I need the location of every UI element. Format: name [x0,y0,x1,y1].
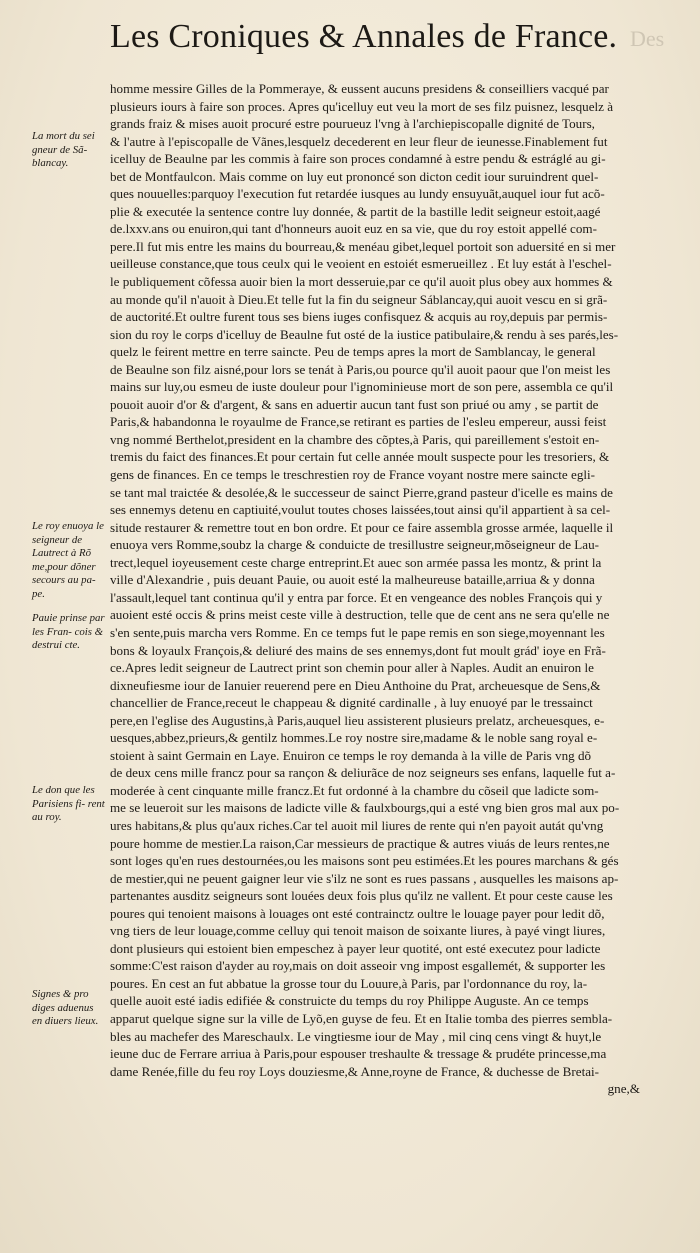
text-line: de.lxxv.ans ou enuiron,qui tant d'honneurs auoit euz en sa vie, que du roy estoit appellé com- [110,221,597,237]
text-line: gne,& [607,1081,640,1097]
text-line: ce.Apres ledit seigneur de Lautrect print son chemin pour aller à Naples. Audit an enuiron le [110,660,594,676]
text-line: s'en sente,puis marcha vers Romme. En ce temps fut le pape remis en son siege,moyennant les [110,624,605,640]
text-line: & l'autre à l'episcopalle de Vãnes,lesquelz decederent en leur fleur de ieunesse.Finablement fut [110,133,608,149]
text-line: au monde qu'il n'auoit à Dieu.Et telle fut la fin du seigneur Sáblancay,qui auoit vescu en si grã- [110,291,608,307]
text-line: poures. En cest an fut abbatue la grosse tour du Louure,à Paris, par l'ordonnance du roy, la- [110,975,588,991]
text-line: mains sur luy,ou esmeu de iuste douleur pour l'ignominieuse mort de son pere, assembla ce qu'il [110,379,614,395]
text-line: partenantes ausditz seigneurs sont louées deux fois plus qu'ilz ne vallent. Et pour ceste cause les [110,888,613,904]
text-line: icelluy de Beaulne par les commis à faire son proces condamné à estre pendu & estráglé au gi- [110,151,606,167]
text-line: gens de finances. En ce temps le treschrestien roy de France voyant nostre mere saincte egli- [110,467,596,483]
text-line: se tant mal traictée & desolée,& le successeur de sainct Pierre,grand pasteur d'icelle es mains de [110,484,613,500]
text-line: poure homme de mestier.La raison,Car messieurs de practique & autres viuás de leurs rentes,ne [110,835,610,851]
text-line: quelle auoit esté iadis edifiée & construicte du temps du roy Philippe Auguste. An ce temps [110,993,589,1009]
text-line: uesques,abbez,prieurs,& gentilz hommes.Le roy nostre sire,madame & le noble sang royal e- [110,730,598,746]
text-line: pere,en l'eglise des Augustins,à Paris,auquel lieu assisterent plusieurs prelatz, archeuesques, e- [110,712,605,728]
margin-note-parisiens: Le don que les Parisiens fi- rent au roy. [32,784,105,823]
text-line: de deux cens mille francz pour sa rançon & deliurãce de noz seigneurs ses enfans, laquelle fut a- [110,765,616,781]
text-line: bons & loyaulx François,& deliuré des mains de ses ennemys,dont fut moult grád' ioye en Frã- [110,642,606,658]
text-line: ures habitans,& plus qu'aux riches.Car tel auoit mil liures de rente qui n'en payoit autát qu'vng [110,817,604,833]
text-line: grands fraiz & mises auoit procuré estre pourueuz l'vng à l'archiepiscopalle dignité de Tours, [110,116,595,132]
text-line: le publiquement cõfessa auoir bien la mort desseruie,par ce qu'il auoit plus obey aux hommes & [110,274,613,290]
text-line: trect,lequel ioyeusement ceste charge entreprint.Et auec son armée passa les montz, & print la [110,554,602,570]
facing-page-edge: Des [630,26,665,51]
text-line: ses ennemys detenu en captiuité,voulut toutes choses laissées,tout ainsi qu'il appartient à sa cel- [110,502,611,518]
text-line: dixneufiesme iour de Ianuier reuerend pere en Dieu Anthoine du Prat, archeuesque de Sens,& [110,677,601,693]
text-line: auoient esté occis & prins meist ceste ville à destruction, telle que de cent ans ne sera qu'elle ne [110,607,610,623]
text-line: sont loges qu'en rues destournées,ou les maisons sont peu estimées.Et les poures marchans & gés [110,853,619,869]
text-line: homme messire Gilles de la Pommeraye, & eussent aucuns presidens & conseilliers vacqué par [110,81,609,96]
text-line: sion du roy le corps d'icelluy de Beaulne fut osté de la iustice patibulaire,& rendu à ses parés,les- [110,326,619,342]
text-line: l'assault,lequel tant continua qu'il y entra par force. Et en vengeance des nobles François qui y [110,589,603,605]
text-line: somme:C'est raison d'ayder au roy,mais on doit asseoir vng impost esgallemét, & supporter les [110,958,606,974]
margin-note-pauie: Pauie prinse par les Fran- cois & destrui cte. [32,612,105,651]
text-line: moderée à cent cinquante mille francz.Et fut ordonné à la chambre du cõseil que ladicte som- [110,782,599,798]
text-line: bles au machefer des Mareschaulx. Le vingtiesme iour de May , mil cinq cens vingt & huyt,le [110,1028,602,1044]
text-line: dont plusieurs qui estoient bien empeschez à payer leur quotité, ont esté executez pour ladicte [110,940,601,956]
text-line: ueilleuse constance,que tous ceulx qui le veoient en estoiét esmerueillez . Et luy estát à l'eschel- [110,256,612,272]
margin-note-signes: Signes & pro diges aduenus en diuers lieux. [32,988,99,1027]
text-line: poures qui tenoient maisons à louages ont esté contrainctz oultre le louage payer pour ledit dõ, [110,905,605,921]
margin-note-lautrect: Le roy enuoya le seigneur de Lautrect à Rõ me,pour dõner secours au pa- pe. [32,520,104,600]
text-line: me se leueroit sur les maisons de ladicte ville & faulxbourgs,qui a esté vng bien gros mal aux po- [110,800,620,816]
text-line: Paris,& habandonna le royaulme de France,se retirant es parties de l'esleu empereur, aussi feist [110,414,607,430]
margin-note-sablancay: La mort du sei gneur de Sã- blancay. [32,130,95,169]
running-head: Les Croniques & Annales de France. [110,18,618,55]
text-line: ieune duc de Ferrare arriua à Paris,pour espouser treshaulte & tressage & prudéte princesse,ma [110,1046,607,1062]
body-text [110,80,640,1098]
text-line: de mestier,qui ne peuent gaigner leur vie s'ilz ne sont es rues passans , ausquelles les maisons ap- [110,870,619,886]
text-line: chancellier de France,receut le chappeau & dignité cardinalle , à luy enuoyé par le tressainct [110,695,593,711]
text-line: ville d'Alexandrie , puis deuant Pauie, ou auoit esté la malheureuse bataille,arriua & y donna [110,572,595,588]
text-line: dame Renée,fille du feu roy Loys douziesme,& Anne,royne de France, & duchesse de Bretai- [110,1063,600,1079]
text-line: plusieurs iours à faire son proces. Apres qu'icelluy eut veu la mort de ses filz puisnez, lesquelz à [110,98,614,114]
text-line: bet de Montfaulcon. Mais comme on luy eut prononcé son dicton cedit iour suruindrent quel- [110,168,599,184]
text-line: vng tiers de leur louage,comme celluy qui tenoit maison de soixante liures, à payé vingt liures, [110,923,606,939]
text-line: ques nouuelles:parquoy l'execution fut retardée iusques au lundy ensuyuãt,auquel iour fut acõ- [110,186,605,202]
text-line: pouoit auoir d'or & d'argent, & sans en aduertir aucun tant fust son priué ou amy , se partit de [110,396,599,412]
text-line: de Beaulne son filz aisné,pour lors se tenát à Paris,ou pource qu'il auoit paour que l'on meist les [110,361,611,377]
text-line: de auctorité.Et oultre furent tous ses biens iuges confisquez & acquis au roy,depuis par permis- [110,309,608,325]
text-line: enuoya vers Romme,soubz la charge & conduicte de tresillustre seigneur,mõseigneur de Lau- [110,537,600,553]
text-line: situde restaurer & remettre tout en bon ordre. Et pour ce faire assembla grosse armée, laquelle il [110,519,614,535]
text-line: stoient à saint Germain en Laye. Enuiron ce temps le roy demanda à la ville de Paris vng dõ [110,747,592,763]
text-line: pere.Il fut mis entre les mains du bourreau,& menéau gibet,lequel portoit son aduersité en si mer [110,238,616,254]
text-line: plie & executée la sentence contre luy donnée, & partit de la bastille ledit seigneur estoit,aagé [110,203,601,219]
text-line: quelz le feirent mettre en terre saincte. Peu de temps apres la mort de Samblancay, le general [110,344,596,360]
text-line: apparut quelque signe sur la ville de Lyõ,en guyse de feu. Et en Italie tomba des pierres sembla- [110,1010,613,1026]
text-line: vng nommé Berthelot,president en la chambre des cõptes,à Paris, qui pareillement s'estoit en- [110,431,600,447]
text-line: tremis du faict des finances.Et pour certain fut celle année moult suspecte pour les tresoriers, & [110,449,610,465]
